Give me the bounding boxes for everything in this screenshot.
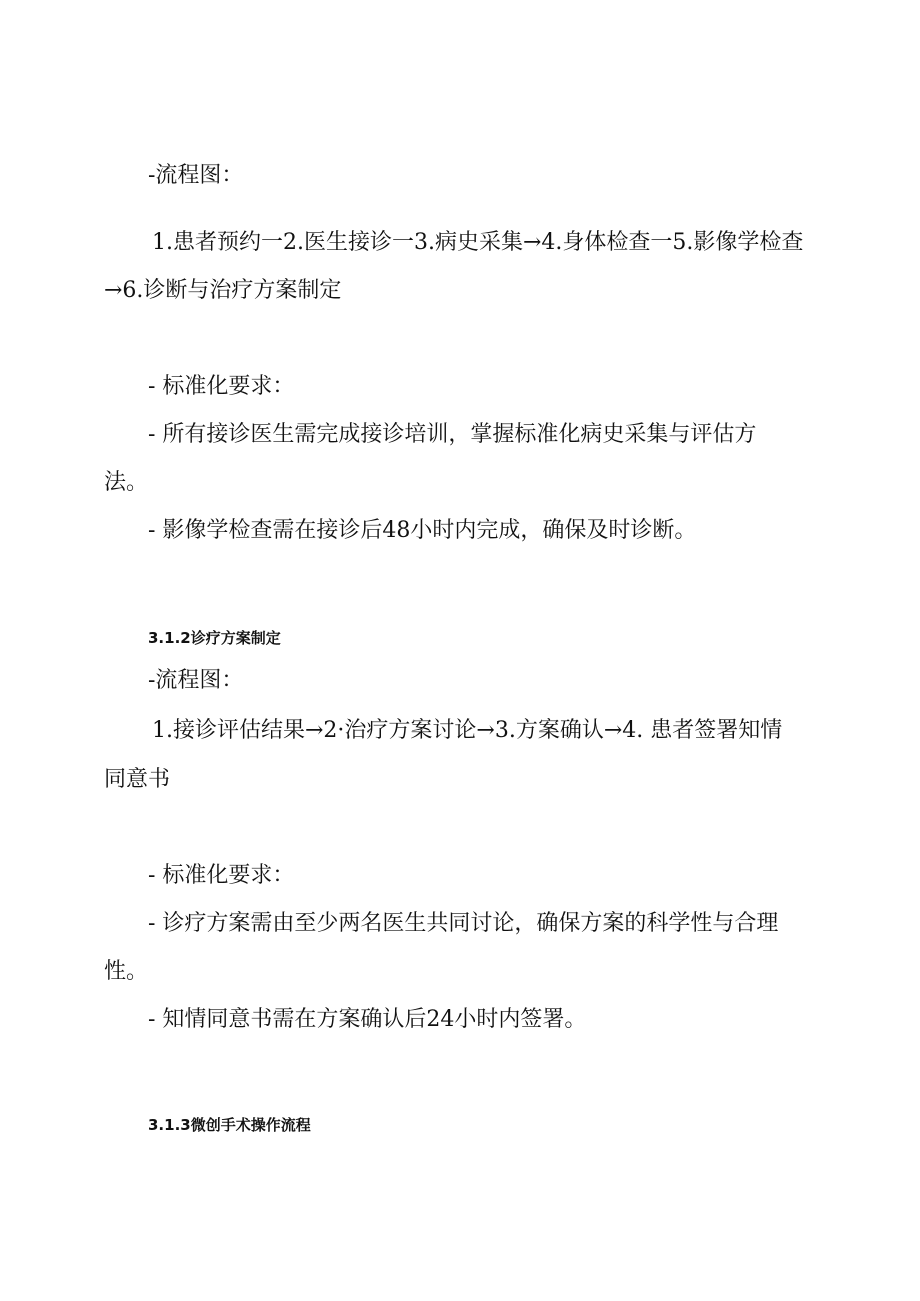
flowchart-steps-line-1: 1.患者预约一2.医生接诊一3.病史采集→4.身体检查一5.影像学检查 [152, 230, 804, 255]
requirement-1-line-1: - 诊疗方案需由至少两名医生共同讨论，确保方案的科学性与合理 [148, 911, 779, 936]
requirement-1-line-1: - 所有接诊医生需完成接诊培训，掌握标准化病史采集与评估方 [148, 422, 757, 447]
requirement-2: - 知情同意书需在方案确认后24小时内签署。 [148, 1007, 587, 1032]
flowchart-label: -流程图： [148, 668, 244, 693]
standardization-label: - 标准化要求： [148, 374, 295, 399]
flowchart-steps-line-2: →6.诊断与治疗方案制定 [104, 278, 342, 303]
standardization-label: - 标准化要求： [148, 863, 295, 888]
requirement-1-line-2: 法。 [104, 470, 149, 495]
requirement-1-line-2: 性。 [104, 959, 149, 984]
flowchart-steps-line-2: 同意书 [104, 767, 171, 792]
section-heading-3-1-3: 3.1.3微创手术操作流程 [148, 1116, 311, 1134]
section-heading-3-1-2: 3.1.2诊疗方案制定 [148, 629, 281, 647]
requirement-2: - 影像学检查需在接诊后48小时内完成，确保及时诊断。 [148, 518, 697, 543]
flowchart-steps-line-1: 1.接诊评估结果→2·治疗方案讨论→3.方案确认→4. 患者签署知情 [152, 718, 783, 743]
flowchart-label: -流程图： [148, 163, 244, 188]
